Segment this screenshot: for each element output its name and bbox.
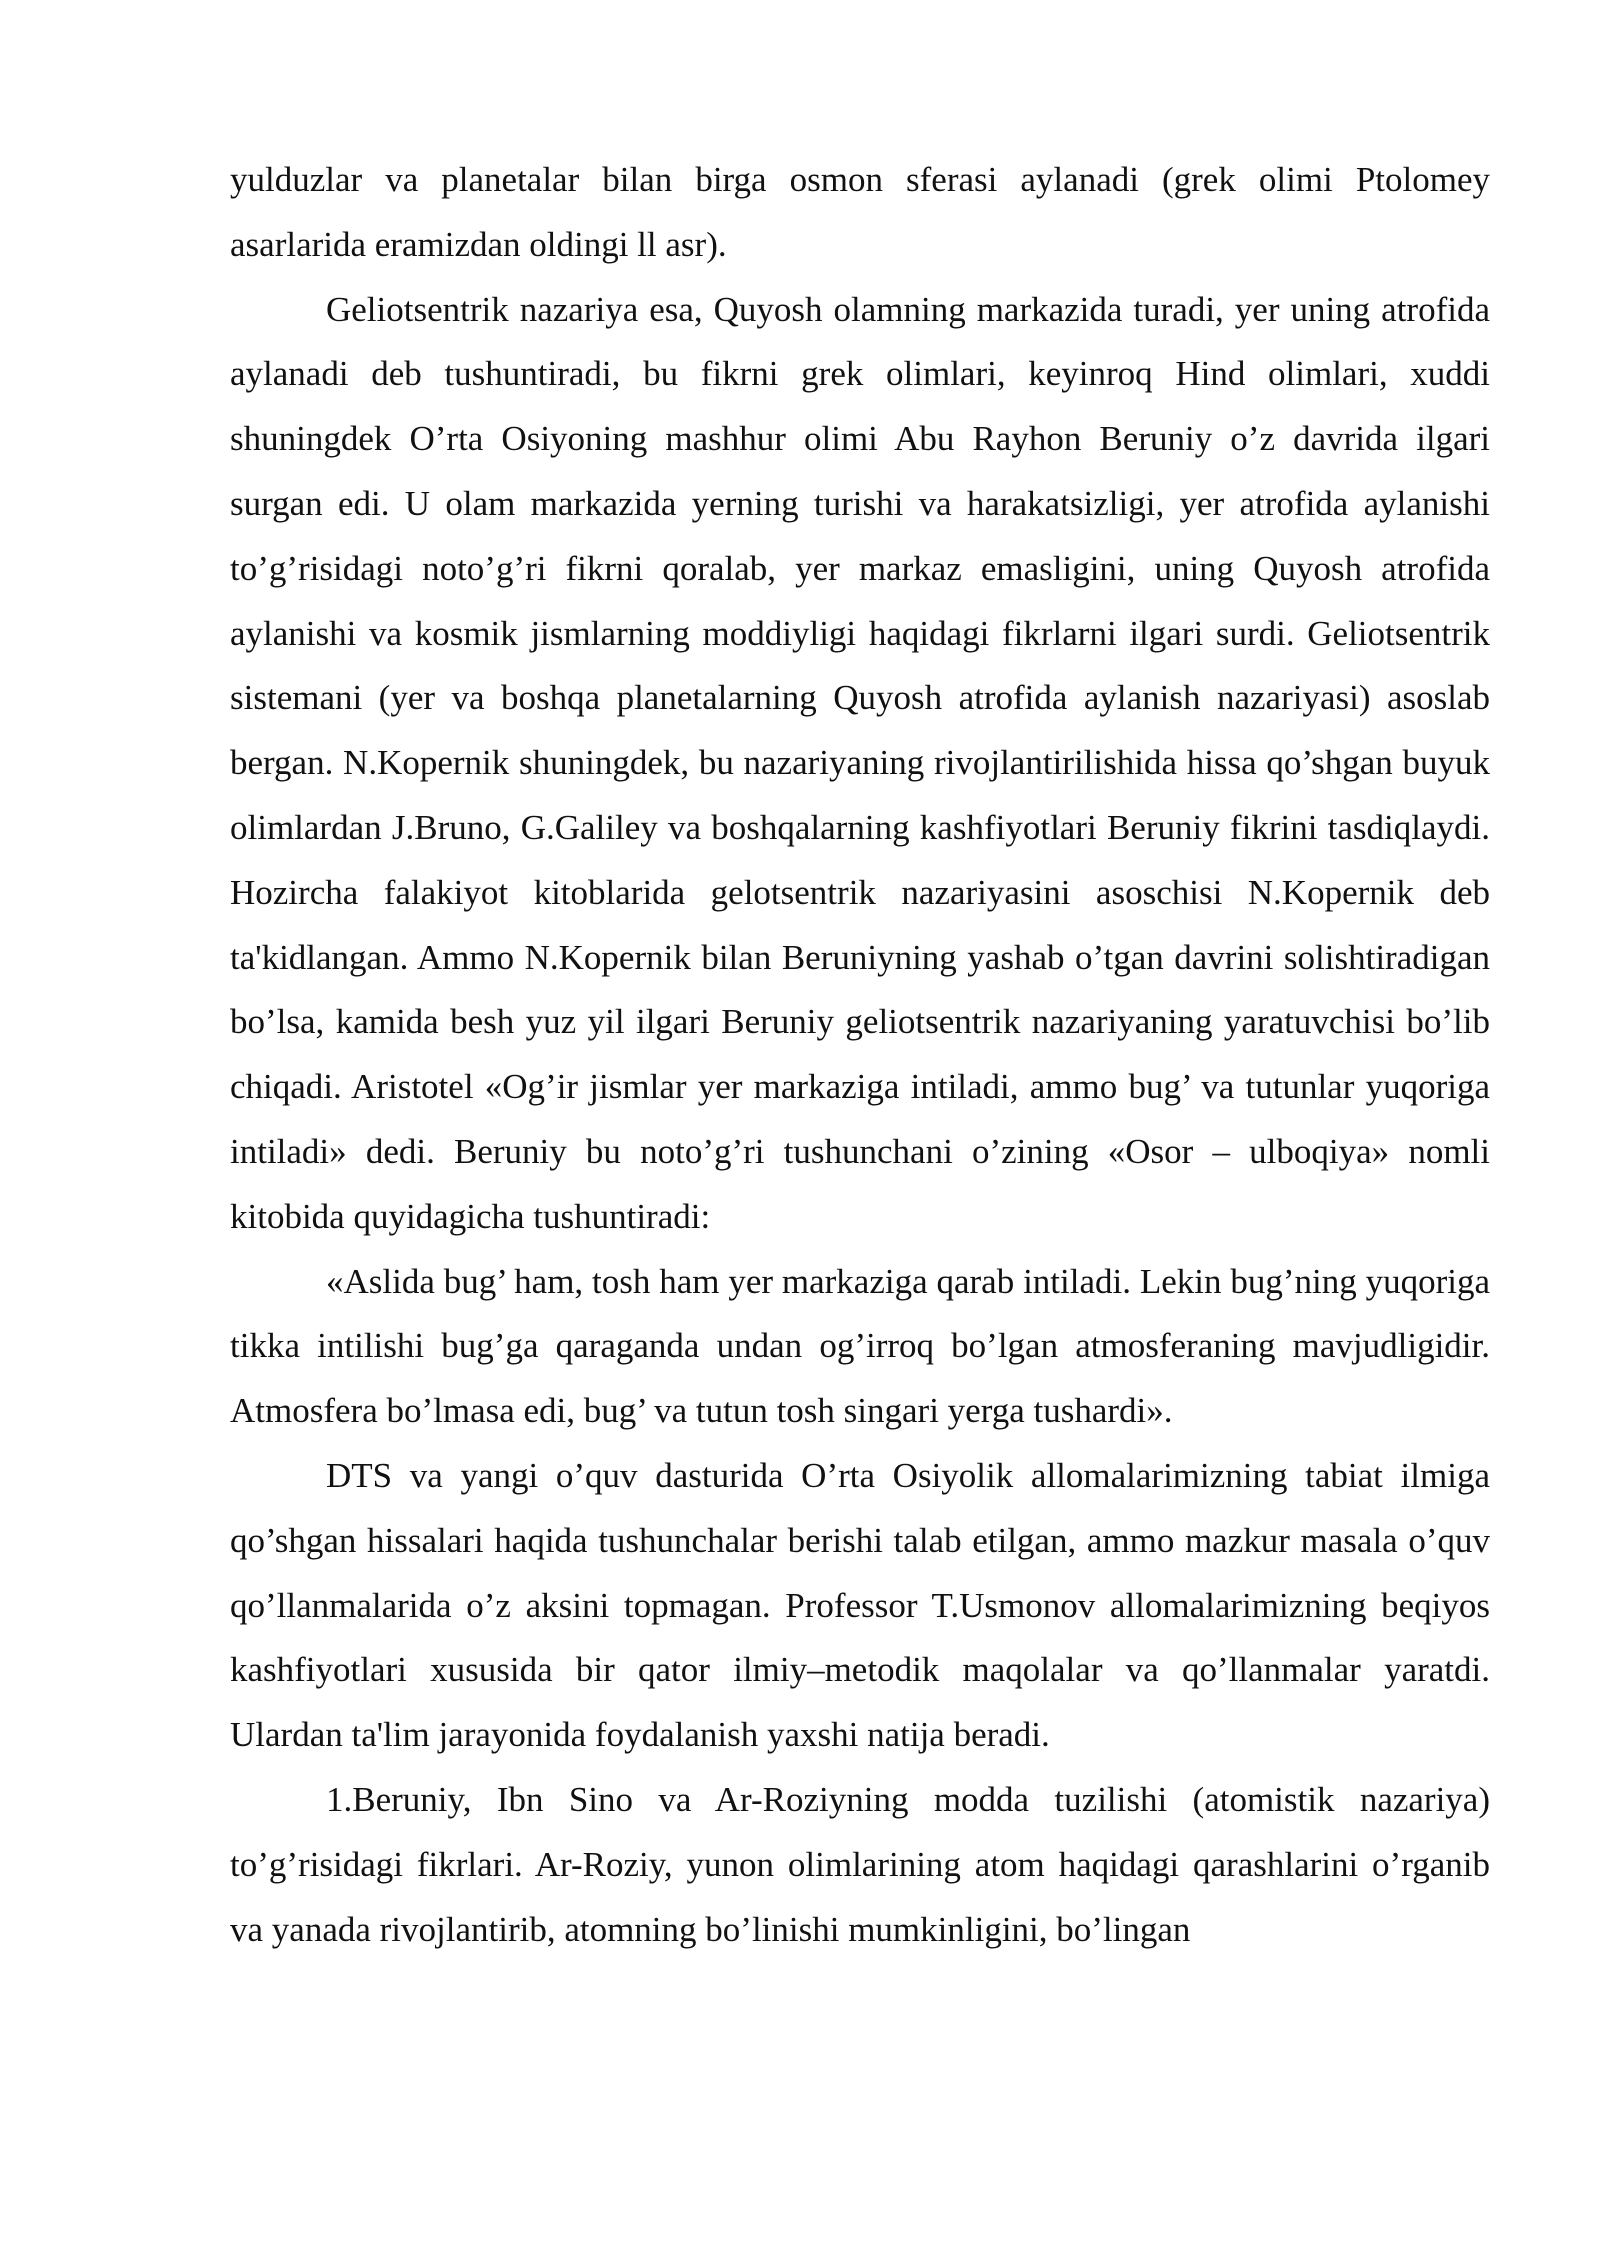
paragraph-2: Geliotsentrik nazariya esa, Quyosh olamning markazida turadi, yer uning atrofida aylanadi deb tushuntiradi, bu fikrni grek olimlari, keyinroq Hind olimlari, xuddi shuningdek O’rta Osiyoning mashhur olimi Abu Rayhon Beruniy o’z davrida ilgari surgan edi. U olam markazida yerning turishi va harakatsizligi, yer atrofida aylanishi to’g’risidagi noto’g’ri fikrni qoralab, yer markaz emasligini, uning Quyosh atrofida aylanishi va kosmik jismlarning moddiyligi haqidagi fikrlarni ilgari surdi. Geliotsentrik sistemani (yer va boshqa planetalarning Quyosh atrofida aylanish nazariyasi) asoslab bergan. N.Kopernik shuningdek, bu nazariyaning rivojlantirilishida hissa qo’shgan buyuk olimlardan J.Bruno, G.Galiley va boshqalarning kashfiyotlari Beruniy fikrini tasdiqlaydi. Hozircha falakiyot kitoblarida gelotsentrik nazariyasini asoschisi N.Kopernik deb ta'kidlangan. Ammo N.Kopernik bilan Beruniyning yashab o’tgan davrini solishtiradigan bo’lsa, kamida besh yuz yil ilgari Beruniy geliotsentrik nazariyaning yaratuvchisi bo’lib chiqadi. Aristotel «Og’ir jismlar yer markaziga intiladi, ammo bug’ va tutunlar yuqoriga intiladi» dedi. Beruniy bu noto’g’ri tushunchani o’zining «Osor – ulboqiya» nomli kitobida quyidagicha tushuntiradi:	[230, 289, 1490, 1236]
paragraph-5: 1.Beruniy, Ibn Sino va Ar-Roziyning modda tuzilishi (atomistik nazariya) to’g’risidagi fikrlari. Ar-Roziy, yunon olimlarining atom haqidagi qarashlarini o’rganib va yanada rivojlantirib, atomning bo’linishi mumkinligini, bo’lingan	[230, 1779, 1490, 1949]
paragraph-1: yulduzlar va planetalar bilan birga osmon sferasi aylanadi (grek olimi Ptolomey asarlarida eramizdan oldingi ll asr).	[230, 160, 1490, 264]
document-body	[230, 148, 1490, 1962]
paragraph-4: DTS va yangi o’quv dasturida O’rta Osiyolik allomalarimizning tabiat ilmiga qo’shgan hissalari haqida tushunchalar berishi talab etilgan, ammo mazkur masala o’quv qo’llanmalarida o’z aksini topmagan. Professor T.Usmonov allomalarimizning beqiyos kashfiyotlari xususida bir qator ilmiy–metodik maqolalar va qo’llanmalar yaratdi. Ulardan ta'lim jarayonida foydalanish yaxshi natija beradi.	[230, 1455, 1490, 1755]
paragraph-3: «Aslida bug’ ham, tosh ham yer markaziga qarab intiladi. Lekin bug’ning yuqoriga tikka intilishi bug’ga qaraganda undan og’irroq bo’lgan atmosferaning mavjudligidir. Atmosfera bo’lmasa edi, bug’ va tutun tosh singari yerga tushardi».	[230, 1261, 1490, 1431]
